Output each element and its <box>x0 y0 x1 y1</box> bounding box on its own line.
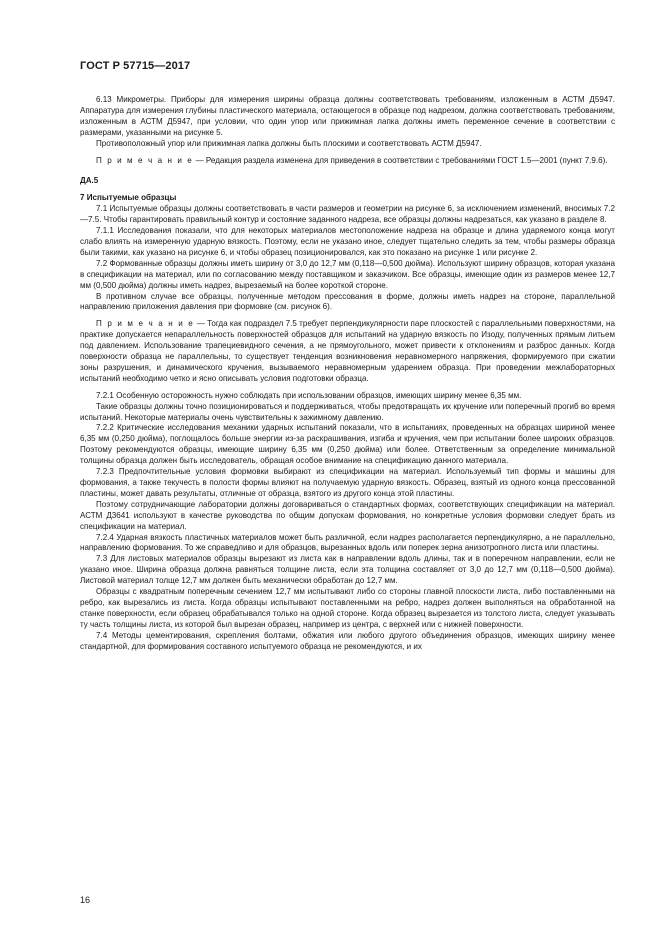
paragraph-7-1-1: 7.1.1 Исследования показали, что для некоторых материалов местоположение надреза на образце и длина ударяемого конца могут слабо влиять на измеренную ударную вязкость. Поэтому, если не указано иное, следует тщательно следить за тем, чтобы размеры образца были такими, как указано на рисунке 6, и чтобы образец позиционировался, как это показано на рисунке 1 или рисунке 2. <box>80 226 615 257</box>
note-2 <box>80 319 615 384</box>
paragraph-7-2-3-continued: Поэтому сотрудничающие лаборатории должны договариваться о стандартных формах, соответствующих спецификации на материал. АСТМ Д3641 используют в качестве руководства по общим допускам формования, но конкретные условия формовки следует брать из спецификации на материал. <box>80 499 615 531</box>
paragraph-7-2-1: 7.2.1 Особенную осторожность нужно соблюдать при использовании образцов, имеющих ширину менее 6,35 мм. <box>96 390 522 400</box>
paragraph-7-2-4: 7.2.4 Ударная вязкость пластичных материалов может быть различной, если надрез располагается перпендикулярно, а не параллельно, направлению формования. То же справедливо и для образцов, вырезанных вдоль или поперек зерна анизотропного листа или пластины. <box>80 532 615 553</box>
paragraph-7-2-1-continued: Такие образцы должны точно позиционироваться и поддерживаться, чтобы предотвращать их кручение или поперечный прогиб во время испытаний. Некоторые материалы очень чувствительны к зажимному давлению. <box>80 401 615 422</box>
note-label: П р и м е ч а н и е <box>96 155 194 165</box>
paragraph-7-4: 7.4 Методы цементирования, скрепления болтами, обжатия или любого другого объединения образцов, имеющих ширину менее стандартной, для формирования составного испытуемого образца не рекомендуются, и их <box>80 630 615 651</box>
note-text: — Тогда как подраздел 7.5 требует перпендикулярности паре плоскостей с параллельными поверхностями, на практике допускается непараллельность поверхностей образцов для испытаний на ударную вязкость по Изоду, полученных прямым литьем под давлением. Использование трапециевидного сечения, а не прямоугольного, может привести к отклонениям и разброс данных. Когда поверхности образца не параллельны, то существует тенденция возникновения неравномерного напряжения, формируемого при сжатии зоны разрушения, и динамического кручения, вызываемого неравномерным ударением образца. При проведении межлабораторных испытаний необходимо четко и ясно описывать условия подготовки образца. <box>80 319 615 383</box>
note-label: П р и м е ч а н и е <box>96 319 195 329</box>
note-text: — Редакция раздела изменена для приведения в соответствии с требованиями ГОСТ 1.5—2001 (пункт 7.9.6). <box>193 155 608 165</box>
paragraph-7-3: 7.3 Для листовых материалов образцы вырезают из листа как в направлении вдоль длины, так и в поперечном направлении, если не указано иное. Ширина образца должна равняться толщине листа, если эта толщина составляет от 3,0 до 12,7 мм (0,118—0,500 дюйма). Листовой материал толще 12,7 мм должен быть механически обработан до 12,7 мм. <box>80 554 615 586</box>
page-number: 16 <box>80 895 91 905</box>
note-1 <box>80 156 615 167</box>
paragraph-6-13: 6.13 Микрометры. Приборы для измерения ширины образца должны соответствовать требованиям, изложенным в АСТМ Д5947. Аппаратура для измерения глубины пластического материала, остающегося в образце под надрезом, должна соответствовать требованиям, изложенным в АСТМ Д5947, при условии, что один упор или прижимная лапка должны иметь переменное сечение в соответствии с размерами, указанными на рисунке 5. <box>80 95 615 137</box>
paragraph-7-3-continued: Образцы с квадратным поперечным сечением 12,7 мм испытывают либо со стороны главной плоскости листа, либо поставленными на ребро, как вырезались из листа. Когда образцы испытывают поставленными на ребро, надрез должен выполняться на обработанной на станке поверхности, если образец обрабатывался только на одной стороне. Когда образец вырезается из толстого листа, следует указывать ту часть толщины листа, из которой был вырезан образец, например из центра, с верхней или с нижней поверхности. <box>80 587 615 629</box>
paragraph-7-2: 7.2 Формованные образцы должны иметь ширину от 3,0 до 12,7 мм (0,118—0,500 дюйма). Используют ширину образцов, которая указана в спецификации на материал, или по согласованию между поставщиком и заказчиком. Все образцы, имеющие один из размеров менее 12,7 мм (0,500 дюйма) должны иметь надрез, вырезаемый на более короткой стороне. <box>80 258 615 290</box>
paragraph-6-13-continued: Противоположный упор или прижимная лапка должны быть плоскими и соответствовать АСТМ Д5947. <box>96 138 482 148</box>
paragraph-7-2-3: 7.2.3 Предпочтительные условия формовки выбирают из спецификации на материал. Используемый тип формы и машины для формования, а также текучесть в полости формы влияют на получаемую ударную вязкость. Образец, взятый из одного конца прессованной пластины, может давать результаты, отличные от образца, взятого из другого конца этой пластины. <box>80 467 615 498</box>
section-heading: 7 Испытуемые образцы <box>80 193 177 203</box>
paragraph-7-2-continued: В противном случае все образцы, полученные методом прессования в форме, должны иметь надрез на стороне, параллельной направлению приложения давления при формовке (см. рисунок 6). <box>80 291 615 312</box>
document-body <box>80 95 615 653</box>
document-header: ГОСТ Р 57715—2017 <box>80 60 191 72</box>
appendix-heading: ДА.5 <box>80 176 99 186</box>
paragraph-7-2-2: 7.2.2 Критические исследования механики ударных испытаний показали, что в испытаниях, проведенных на образцах шириной менее 6,35 мм (0,250 дюйма), поглощалось больше энергии из-за раскрашивания, изгиба и кручения, чем при испытании более широких образцов. Поэтому рекомендуются образцы, имеющие ширину 6,35 мм (0,250 дюйма) или более. Ответственным за определение минимальной толщины образца должен быть исследователь, обращая особое внимание на спецификацию данного материала. <box>80 423 615 466</box>
paragraph-7-1: 7.1 Испытуемые образцы должны соответствовать в части размеров и геометрии на рисунке 6, за исключением изменений, вносимых 7.2—7.5. Чтобы гарантировать правильный контур и состояние заданного надреза, все образцы должны надрезаться, как указано в разделе 8. <box>80 204 615 225</box>
